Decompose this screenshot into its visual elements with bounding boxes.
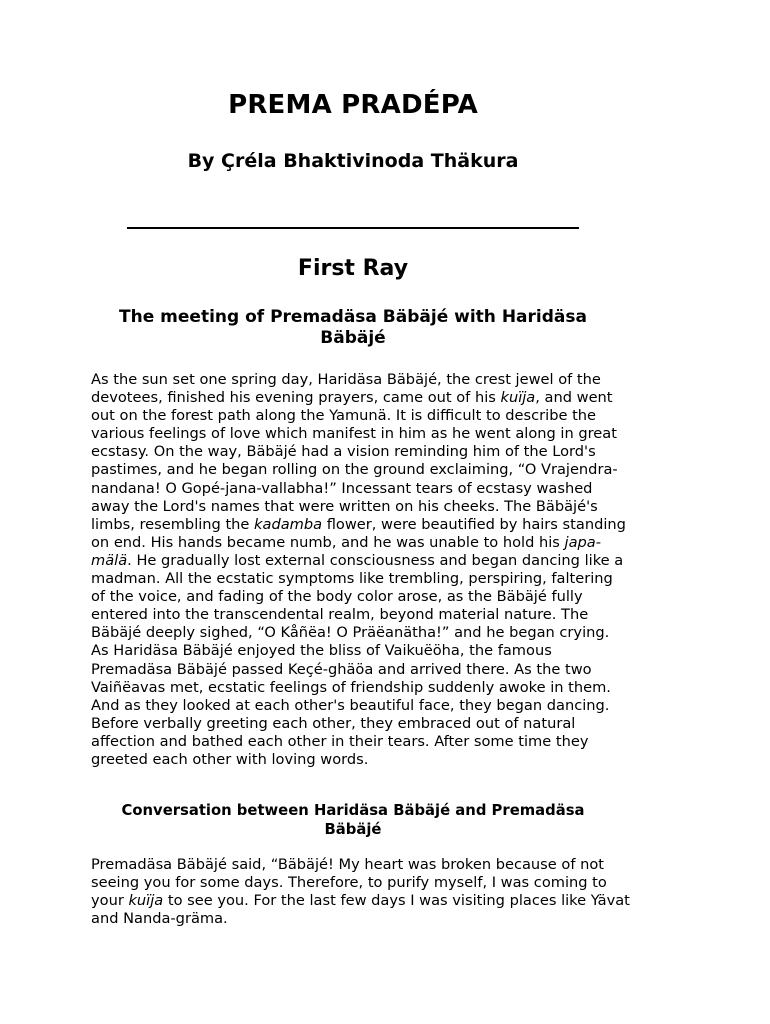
body-paragraph-1 xyxy=(91,371,631,769)
subsection-heading: Conversation between Haridäsa Bäbäjé and Premadäsa Bäbäjé xyxy=(121,802,585,838)
paragraph-text: flower, were beautified by hairs standing on end. His hands became numb, and he was unable to hold his xyxy=(91,515,626,551)
italic-term: kuïja xyxy=(128,892,164,910)
paragraph-text: , and went out on the forest path along the Yamunä. It is difficult to describe the various feelings of love which manifest in him as he went along in great ecstasy. On the way, Bäbäjé had a vision reminding him of the Lord's pastimes, and he began rolling on the ground exclaiming, “O Vrajendra-nandana! O Gopé-jana-vallabha!” Incessant tears of ecstasy washed away the Lord's names that were written on his cheeks. The Bäbäjé's limbs, resembling the xyxy=(91,389,618,533)
document-title: PREMA PRADÉPA xyxy=(228,90,478,120)
chapter-heading: First Ray xyxy=(297,256,409,281)
author-byline: By Çréla Bhaktivinoda Thäkura xyxy=(187,150,519,172)
paragraph-text: . He gradually lost external consciousness and began dancing like a madman. All the ecstatic symptoms like trembling, perspiring, faltering of the voice, and fading of the body color arose, as the Bäbäjé fully entered into the transcendental realm, beyond material nature. The Bäbäjé deeply sighed, “O Kåñëa! O Präëanätha!” and he began crying. As Haridäsa Bäbäjé enjoyed the bliss of Vaikuëöha, the famous Premadäsa Bäbäjé passed Keçé-ghäöa and arrived there. As the two Vaiñëavas met, ecstatic feelings of friendship suddenly awoke in them. And as they looked at each other's beautiful face, they began dancing. Before verbally greeting each other, they embraced out of natural affection and bathed each other in their tears. After some time they greeted each other with loving words. xyxy=(91,551,624,768)
section-heading: The meeting of Premadäsa Bäbäjé with Haridäsa Bäbäjé xyxy=(119,307,587,348)
italic-term: kuïja xyxy=(500,389,536,407)
italic-term: japa-mälä xyxy=(91,533,602,569)
italic-term: kadamba xyxy=(254,515,323,533)
paragraph-text: As the sun set one spring day, Haridäsa Bäbäjé, the crest jewel of the devotees, finished his evening prayers, came out of his xyxy=(91,371,601,407)
horizontal-rule xyxy=(127,227,579,229)
body-paragraph-2 xyxy=(91,856,631,928)
paragraph-text: Premadäsa Bäbäjé said, “Bäbäjé! My heart was broken because of not seeing you for some days. Therefore, to purify myself, I was coming to your xyxy=(91,856,607,910)
paragraph-text: to see you. For the last few days I was visiting places like Yävat and Nanda-grämа. xyxy=(91,892,630,928)
